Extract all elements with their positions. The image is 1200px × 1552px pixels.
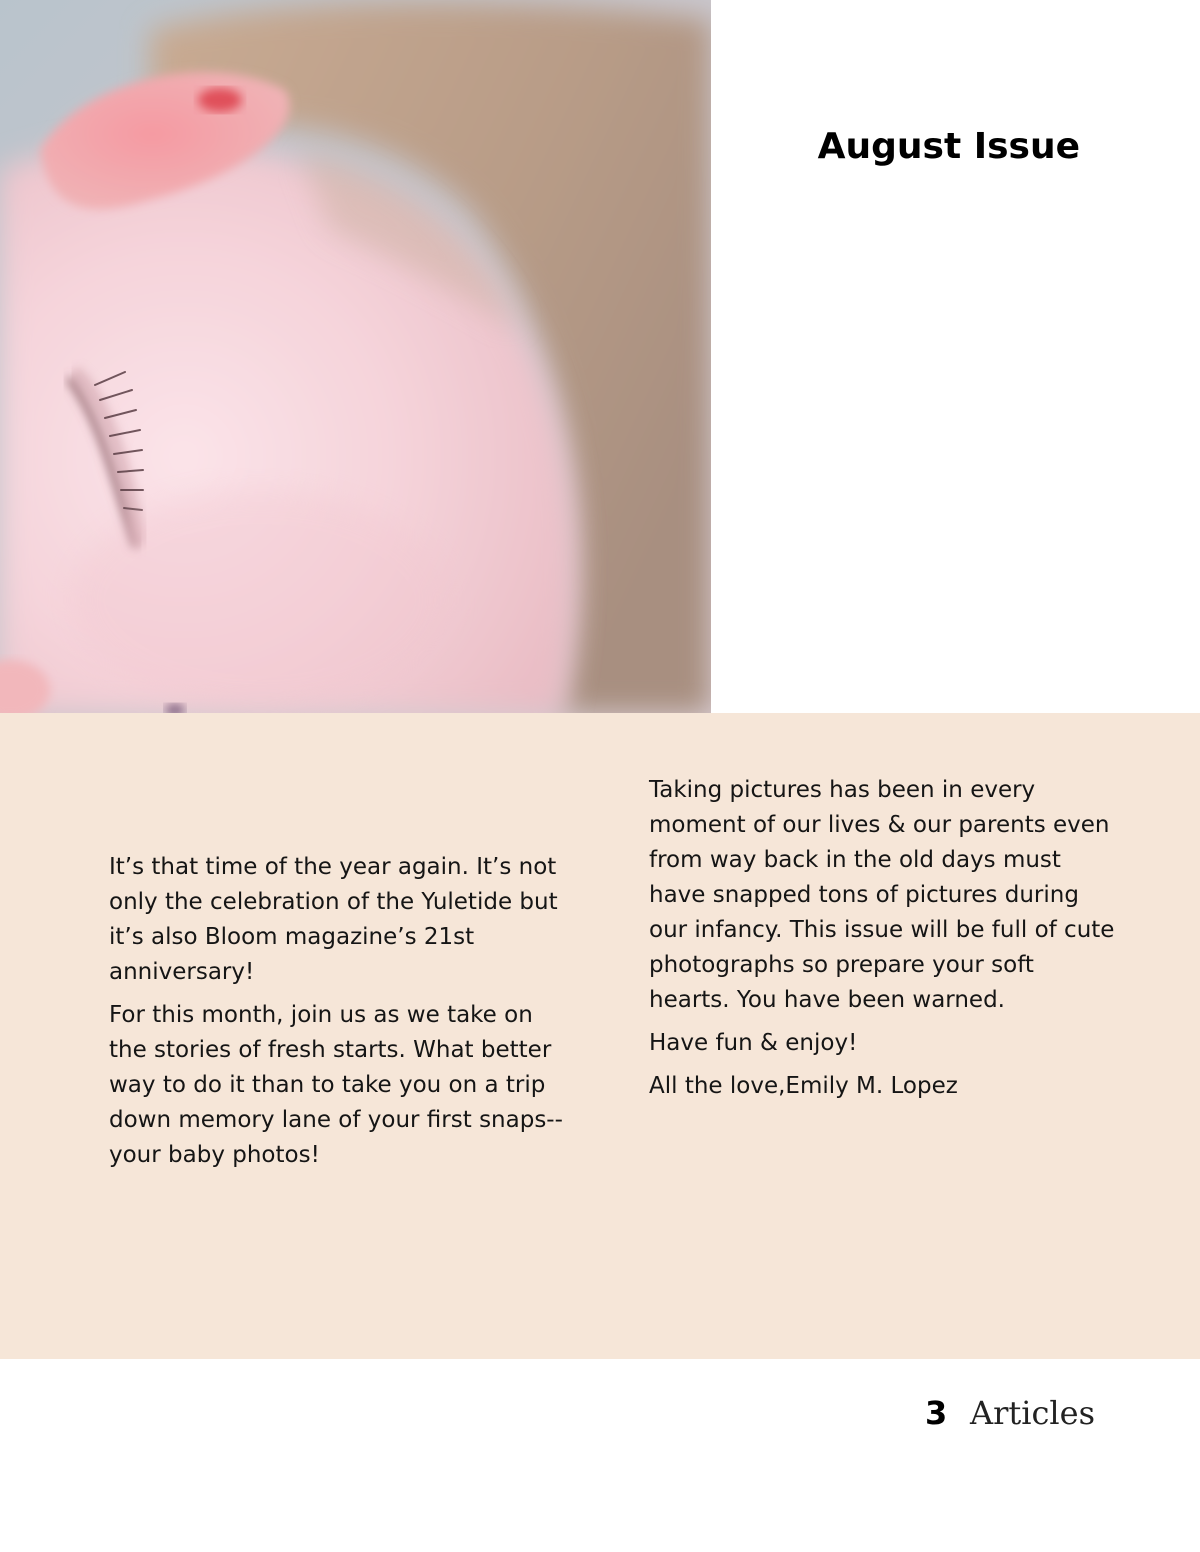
editorial-sign-off: Have fun & enjoy! — [649, 1030, 858, 1056]
editorial-paragraph: For this month, join us as we take on the stories of fresh starts. What better way to do it than to take you on a trip down memory lane of your first snaps-- your baby photos! — [109, 1002, 563, 1168]
issue-title: August Issue — [817, 126, 1080, 167]
editorial-left-column — [109, 850, 564, 1181]
page-number: 3 — [925, 1394, 948, 1432]
section-label: Articles — [969, 1394, 1095, 1432]
editorial-paragraph: It’s that time of the year again. It’s not only the celebration of the Yuletide but it’s also Bloom magazine’s 21st anniversary! — [109, 854, 558, 985]
editorial-right-column — [649, 773, 1119, 1112]
page-footer — [880, 1390, 1095, 1436]
baby-photo — [0, 0, 711, 713]
editorial-signature: All the love,Emily M. Lopez — [649, 1073, 958, 1099]
editorial-paragraph: Taking pictures has been in every moment of our lives & our parents even from way back in the old days must have snapped tons of pictures during our infancy. This issue will be full of cute photographs so prepare your soft hearts. You have been warned. — [649, 777, 1115, 1013]
